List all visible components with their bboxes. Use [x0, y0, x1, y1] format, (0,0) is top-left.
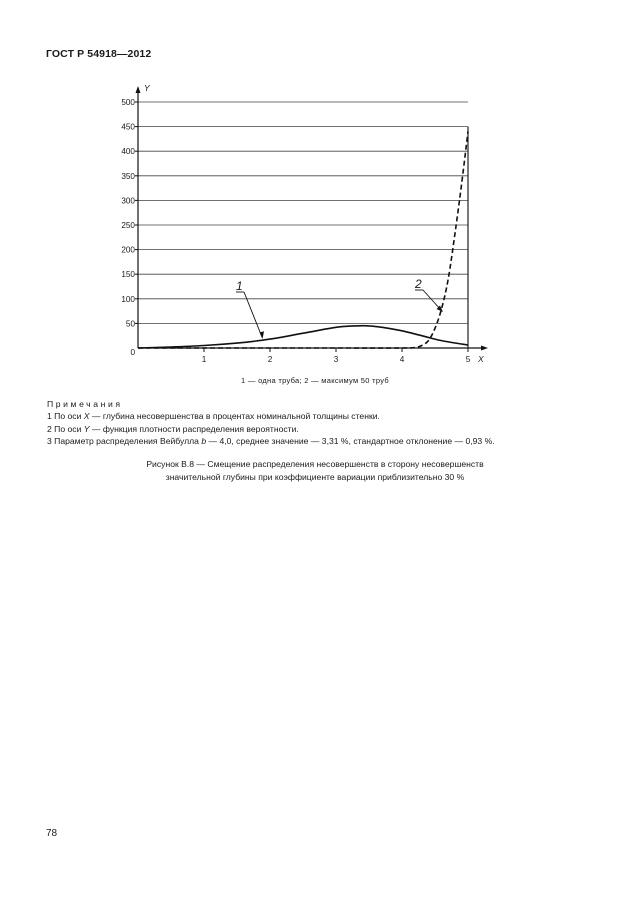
series-line-1	[138, 326, 468, 348]
chart-ticks	[121, 98, 470, 364]
x-tick-label: 5	[465, 355, 471, 364]
x-tick-label: 4	[399, 355, 405, 364]
x-tick-label: 2	[267, 355, 273, 364]
leader-arrow-1	[260, 331, 265, 339]
y-tick-label: 500	[121, 98, 135, 107]
chart-legend: 1 — одна труба; 2 — максимум 50 труб	[241, 376, 389, 385]
y-tick-label: 0	[130, 348, 135, 357]
page-number: 78	[46, 828, 58, 839]
y-tick-label: 100	[121, 294, 135, 304]
notes-title: Примечания	[47, 399, 123, 409]
y-tick-label: 300	[121, 196, 135, 206]
curve-label-1: 1	[236, 279, 243, 293]
x-axis-arrow	[481, 346, 488, 351]
curve-label-2: 2	[415, 277, 422, 291]
chart-labels	[144, 83, 484, 364]
figure-caption	[0, 458, 630, 483]
y-axis-arrow	[136, 86, 141, 93]
notes-block	[47, 398, 495, 448]
y-tick-label: 400	[121, 147, 135, 157]
y-axis-label: Y	[144, 83, 150, 93]
caption-line-1: Рисунок В.8 — Смещение распределения несовершенств в сторону несовершенств	[146, 459, 484, 469]
document-header: ГОСТ Р 54918—2012	[46, 48, 152, 60]
note-3: 3 Параметр распределения Вейбулла b — 4,0, среднее значение — 3,31 %, стандартное отклонение — 0,93 %.	[47, 436, 495, 447]
chart-series	[138, 132, 468, 349]
x-axis-label: X	[478, 354, 484, 364]
chart-axes	[136, 86, 489, 351]
y-tick-label: 450	[121, 122, 135, 132]
y-tick-label: 150	[121, 270, 135, 280]
x-tick-label: 3	[333, 355, 339, 364]
caption-line-2: значительной глубины при коэффициенте вариации приблизительно 30 %	[165, 471, 465, 482]
leader-line-2	[423, 290, 441, 310]
y-tick-label: 250	[121, 221, 135, 230]
note-2: 2 По оси Y — функция плотности распределения вероятности.	[47, 423, 299, 434]
y-tick-label: 200	[121, 245, 135, 255]
x-tick-label: 1	[201, 355, 207, 364]
note-1: 1 По оси X — глубина несовершенства в процентах номинальной толщины стенки.	[47, 411, 380, 422]
series-line-2	[138, 132, 468, 349]
weibull-chart	[0, 0, 630, 380]
y-tick-label: 350	[121, 171, 135, 181]
y-tick-label: 50	[125, 319, 135, 329]
